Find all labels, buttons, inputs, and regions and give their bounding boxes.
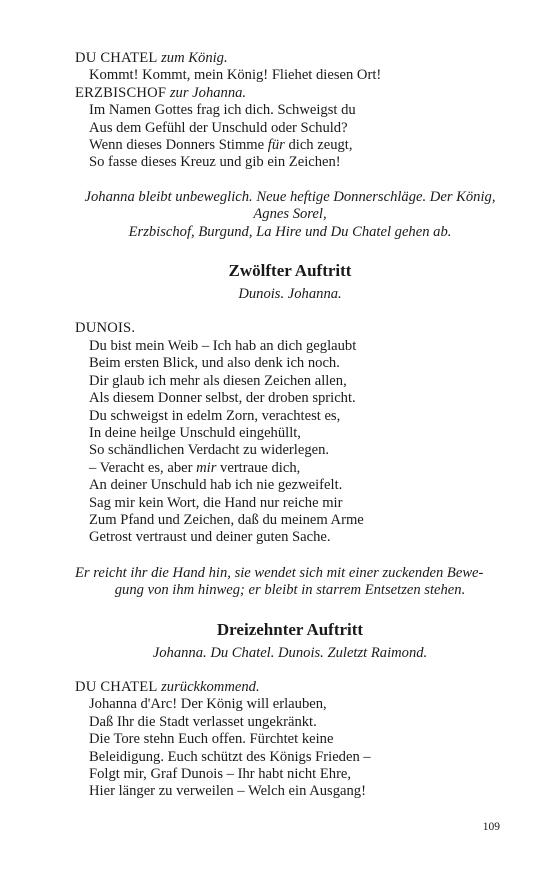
book-page [75, 50, 505, 801]
verse-line: Sag mir kein Wort, die Hand nur reiche mir [89, 494, 343, 511]
speaker-name: DU CHATEL [75, 678, 158, 695]
scene-title: Zwölfter Auftritt [228, 261, 352, 281]
verse-line: Im Namen Gottes frag ich dich. Schweigst du [89, 102, 356, 119]
speaker-name: DU CHATEL [75, 50, 158, 66]
speaker-du-chatel [75, 679, 505, 696]
stage-direction-line: Agnes Sorel, [253, 206, 327, 223]
dialogue-block-dunois [75, 320, 505, 546]
scene-title: Dreizehnter Auftritt [216, 619, 364, 639]
verse-line: Daß Ihr die Stadt verlasset ungekränkt. [89, 713, 317, 730]
dialogue-block-du-chatel [75, 679, 505, 801]
verse-line: Hier länger zu verweilen – Welch ein Ausgang! [89, 783, 366, 800]
stage-direction-line: Er reicht ihr die Hand hin, sie wendet sich mit einer zuckenden Bewe- [75, 564, 484, 581]
page-number: 109 [482, 821, 500, 833]
verse-line: So fasse dieses Kreuz und gib ein Zeichen! [89, 154, 341, 171]
verse-line: Beim ersten Blick, und also denk ich noch. [89, 355, 340, 372]
stage-direction-line: Erzbischof, Burgund, La Hire und Du Chatel gehen ab. [128, 223, 452, 240]
verse-line: Du bist mein Weib – Ich hab an dich geglaubt [89, 337, 357, 354]
verse-line: Als diesem Donner selbst, der droben spricht. [89, 390, 356, 407]
verse-line: Johanna d'Arc! Der König will erlauben, [89, 696, 327, 713]
verse-line [75, 460, 505, 477]
verse-line: Du schweigst in edelm Zorn, verachtest es, [89, 407, 341, 424]
verse-line: Zum Pfand und Zeichen, daß du meinem Arme [89, 511, 364, 528]
verse-line: Beleidigung. Euch schützt des Königs Frieden – [89, 748, 371, 765]
speaker-du-chatel [75, 50, 505, 67]
speaker-dunois: DUNOIS. [75, 320, 136, 337]
verse-line: An deiner Unschuld hab ich nie gezweifelt. [89, 477, 343, 494]
stage-direction-exit [75, 189, 505, 241]
stage-direction-line: Johanna bleibt unbeweglich. Neue heftige Donnerschläge. Der König, [84, 188, 496, 205]
verse-line: In deine heilge Unschuld eingehüllt, [89, 424, 301, 441]
dialogue-block-du-chatel-erzbischof [75, 50, 505, 172]
scene-cast: Dunois. Johanna. [238, 286, 342, 303]
stage-direction: zur Johanna. [169, 84, 247, 101]
verse-line: Dir glaub ich mehr als diesen Zeichen allen, [89, 372, 347, 389]
verse-line: So schändlichen Verdacht zu widerlegen. [89, 442, 330, 459]
verse-emphasis: mir [196, 459, 217, 476]
scene-cast: Johanna. Du Chatel. Dunois. Zuletzt Raimond. [152, 644, 428, 661]
verse-text: – Veracht es, aber [89, 459, 197, 476]
speaker-erzbischof [75, 85, 505, 102]
verse-line: Kommt! Kommt, mein König! Fliehet diesen Ort! [89, 67, 382, 84]
verse-text: vertraue dich, [216, 459, 301, 476]
stage-direction: zum König. [161, 50, 228, 66]
stage-direction-line: gung von ihm hinweg; er bleibt in starrem Entsetzen stehen. [114, 582, 466, 599]
stage-direction-gesture [75, 565, 505, 600]
speaker-name: ERZBISCHOF [75, 84, 167, 101]
verse-line: Die Tore stehn Euch offen. Fürchtet keine [89, 731, 334, 748]
verse-line [75, 137, 505, 154]
verse-text: dich zeugt, [284, 137, 353, 154]
verse-line: Aus dem Gefühl der Unschuld oder Schuld? [89, 119, 348, 136]
stage-direction: zurückkommend. [161, 678, 260, 695]
verse-emphasis: für [267, 137, 285, 154]
verse-line: Folgt mir, Graf Dunois – Ihr habt nicht Ehre, [89, 766, 352, 782]
verse-text: Wenn dieses Donners Stimme [89, 137, 268, 154]
verse-line: Getrost vertraust und deiner guten Sache. [89, 529, 331, 546]
